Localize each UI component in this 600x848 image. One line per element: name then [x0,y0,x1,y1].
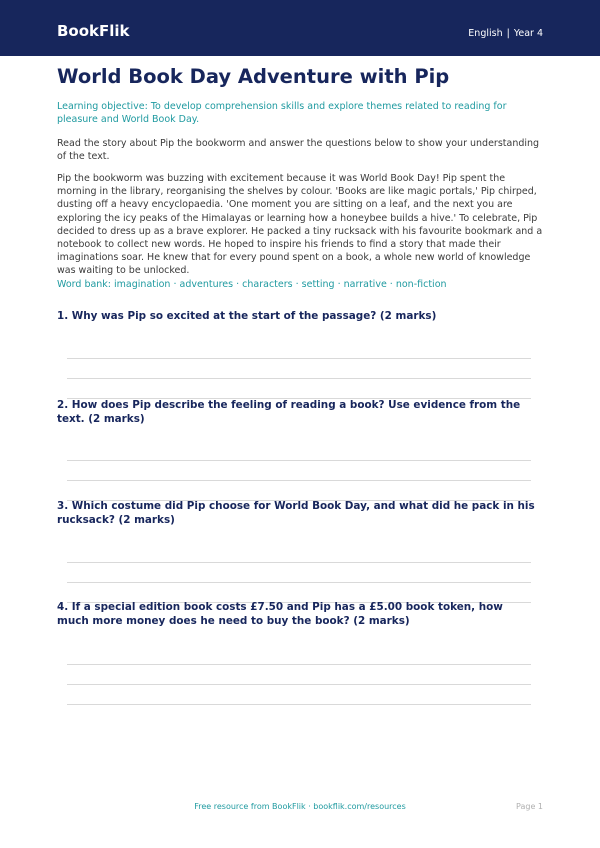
question-1: 1. Why was Pip so excited at the start of the passage? (2 marks) [57,310,437,322]
answer-line [67,582,531,583]
learning-objective: Learning objective: To develop comprehension skills and explore themes related to reading for pleasure and World Book Day. [57,101,507,126]
page-title: World Book Day Adventure with Pip [57,65,450,88]
question-4: 4. If a special edition book costs £7.50 and Pip has a £5.00 book token, how much more money does he need to buy the book? (2 marks) [57,601,503,628]
meta-separator: | [506,28,510,39]
subject-year [468,27,543,41]
page-number: Page 1 [516,802,543,811]
answer-line [67,378,531,379]
question-2: 2. How does Pip describe the feeling of reading a book? Use evidence from the text. (2 marks) [57,399,521,426]
brand-logo: BookFlik [57,22,130,40]
answer-line [67,562,531,563]
instructions: Read the story about Pip the bookworm and answer the questions below to show your understanding of the text. [57,138,540,163]
header-bar [0,0,600,56]
answer-line [67,358,531,359]
answer-line [67,704,531,705]
word-bank: Word bank: imagination · adventures · characters · setting · narrative · non-fiction [57,279,447,290]
year-label: Year 4 [513,28,543,39]
subject-label: English [468,28,503,39]
story-passage: Pip the bookworm was buzzing with excitement because it was World Book Day! Pip spent the morning in the library, reorganising the shelves by colour. 'Books are like magic portals,' Pip chirped, dusting off a heavy encyclopaedia. 'One moment you are sitting on a leaf, and the next you are exploring the icy peaks of the Himalayas or learning how a honeybee builds a hive.' To celebrate, Pip decided to dress up as a brave explorer. He packed a tiny rucksack with his favourite bookmark and a notebook to collect new words. He hoped to inspire his friends to find a story that made their imaginations soar. He knew that for every pound spent on a book, a whole new world of knowledge was waiting to be unlocked. [57,173,543,277]
answer-line [67,684,531,685]
answer-line [67,460,531,461]
footer-link[interactable]: Free resource from BookFlik · bookflik.com/resources [194,802,406,811]
answer-line [67,664,531,665]
answer-line [67,480,531,481]
question-3: 3. Which costume did Pip choose for World Book Day, and what did he pack in his rucksack? (2 marks) [57,500,535,527]
